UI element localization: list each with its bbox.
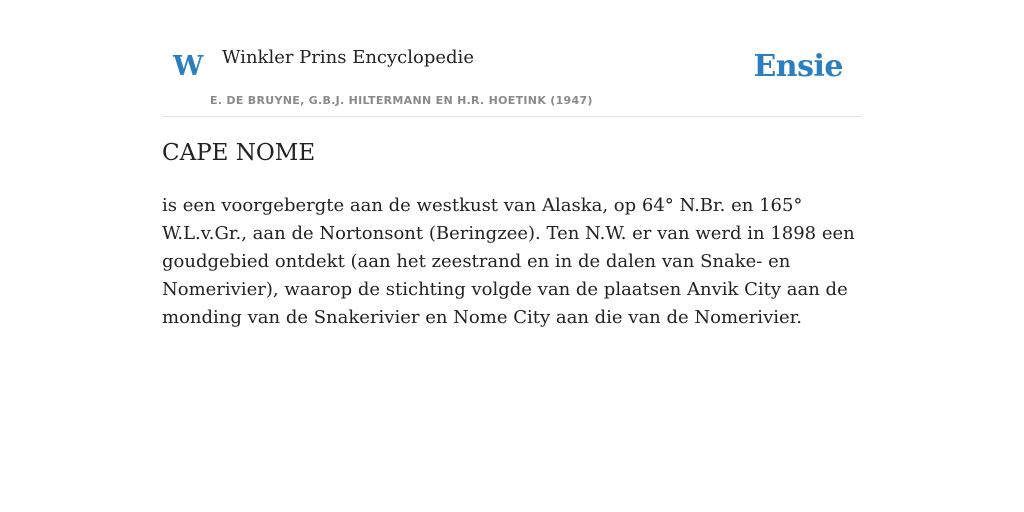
entry-body: is een voorgebergte aan de westkust van Alaska, op 64° N.Br. en 165° W.L.v.Gr., aan de Nortonsont (Beringzee). Ten N.W. er van werd in 1898 een goudgebied ontdekt (aan het zeestrand en in de dalen van Snake- en Nomerivier), waarop de stichting volgde van de plaatsen Anvik City aan de monding van de Snakerivier en Nome City aan die van de Nomerivier. — [162, 195, 855, 328]
winkler-prins-logo[interactable]: W — [173, 51, 204, 82]
publication-authors: E. DE BRUYNE, G.B.J. HILTERMANN EN H.R. HOETINK (1947) — [210, 94, 593, 107]
ensie-logo[interactable]: Ensie — [753, 49, 843, 84]
encyclopedia-header — [162, 40, 862, 117]
publication-title[interactable]: Winkler Prins Encyclopedie — [222, 47, 474, 68]
entry-title: CAPE NOME — [162, 140, 316, 166]
